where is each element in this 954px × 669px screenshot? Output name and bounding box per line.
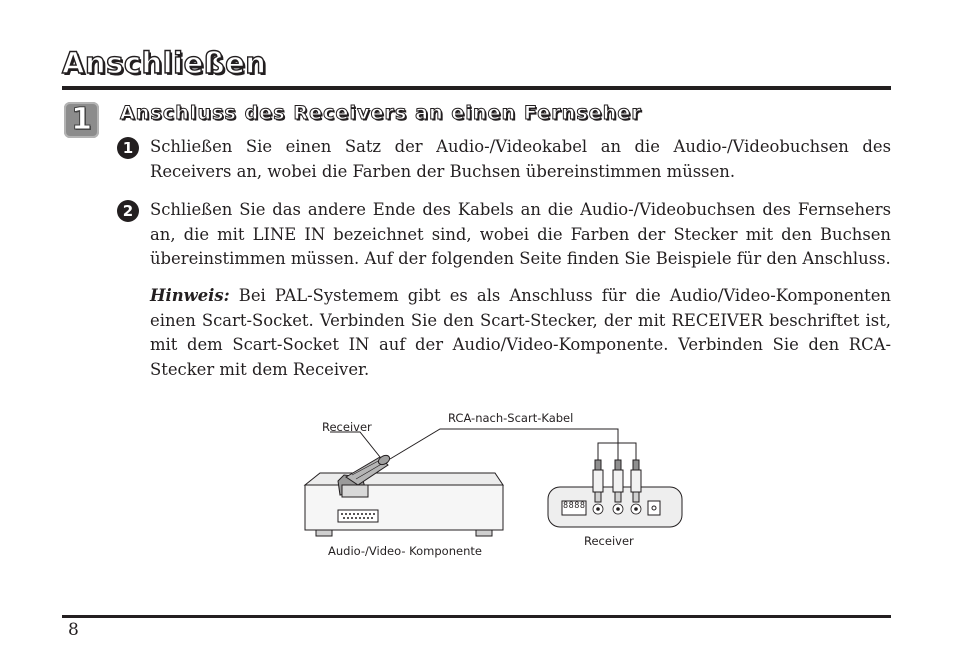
label-receiver-device: Receiver <box>584 534 634 548</box>
step-number-1: 1 <box>117 137 139 159</box>
label-av-component: Audio-/Video- Komponente <box>328 544 482 558</box>
note-text: Bei PAL-Systemem gibt es als Anschluss für die Audio/Video-Komponenten einen Scart-Socket. Verbinden Sie den Scart-Stecker, der mit RECEIVER beschriftet ist, mit dem Scart-Socket IN auf der Audio/Video-Komponente. Verbinden Sie den RCA-Stecker mit dem Receiver. <box>150 286 891 379</box>
receiver-display: 8888 <box>563 501 586 511</box>
rca-plugs-illustration <box>593 460 641 502</box>
step-1-text: Schließen Sie einen Satz der Audio-/Videokabel an die Audio-/Videobuchsen des Receivers an, wobei die Farben der Buchsen übereinstimmen müssen. <box>150 137 891 181</box>
title-rule <box>62 86 891 90</box>
footer-rule <box>62 615 891 618</box>
step-2-text: Schließen Sie das andere Ende des Kabels an die Audio-/Videobuchsen des Fernsehers an, die mit LINE IN bezeichnet sind, wobei die Farben der Stecker mit den Buchsen übereinstimmen müssen. Auf der folgenden Seite finden Sie Beispiele für den Anschluss. <box>150 200 891 268</box>
page-title: Anschließen <box>62 46 267 80</box>
step-number-2: 2 <box>117 200 139 222</box>
av-component-illustration <box>305 473 503 536</box>
note-label: Hinweis: <box>150 286 230 305</box>
note-paragraph <box>150 284 891 382</box>
page-number: 8 <box>68 620 79 640</box>
connection-diagram <box>300 405 700 565</box>
section-heading: Anschluss des Receivers an einen Fernseher <box>120 102 642 124</box>
label-cable: RCA-nach-Scart-Kabel <box>448 411 574 425</box>
cable-lines <box>330 429 636 460</box>
section-number-badge: 1 <box>64 102 99 138</box>
label-receiver-plug: Receiver <box>322 420 372 434</box>
